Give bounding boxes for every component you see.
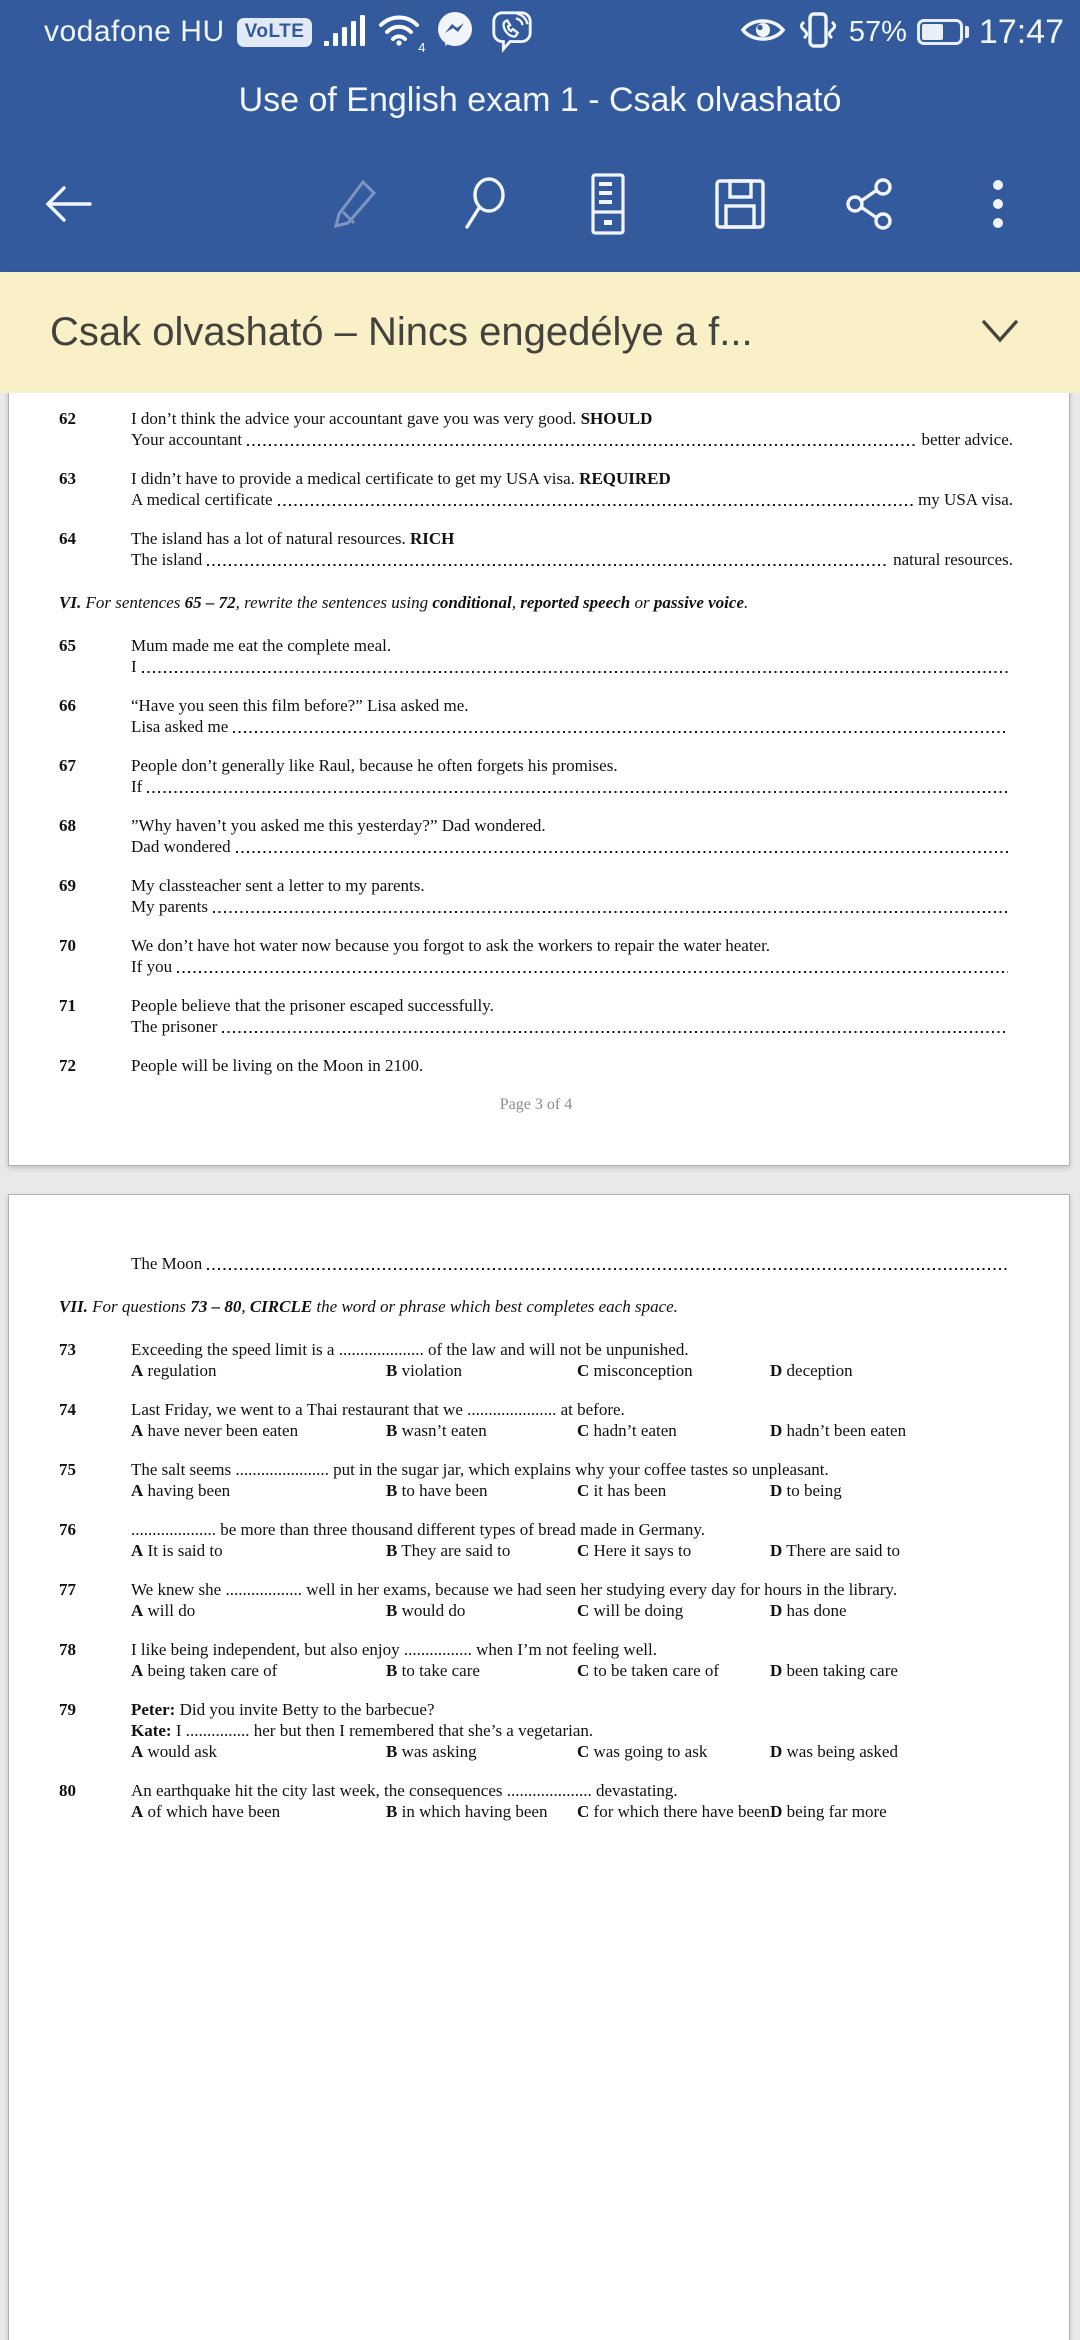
option-letter: D xyxy=(770,1541,783,1560)
option-text: having been xyxy=(143,1481,231,1500)
answer-prefix: Lisa asked me xyxy=(131,717,229,736)
option-B xyxy=(386,1480,577,1501)
heading-segment: reported speech xyxy=(520,593,631,612)
question-number: 79 xyxy=(59,1700,76,1719)
option-letter: A xyxy=(131,1541,144,1560)
option-text: deception xyxy=(782,1361,853,1380)
question-prompt: People will be living on the Moon in 2100. xyxy=(131,1056,424,1075)
prompt-text: I like being independent, but also enjoy ................ when I’m not feeling well. xyxy=(131,1640,657,1659)
option-text: It is said to xyxy=(143,1541,223,1560)
answer-line xyxy=(131,656,1013,677)
document-title: Use of English exam 1 - Csak olvasható xyxy=(238,81,842,119)
question-prompt xyxy=(131,1399,1013,1420)
option-letter: C xyxy=(577,1661,590,1680)
option-letter: A xyxy=(131,1601,144,1620)
messenger-icon xyxy=(433,8,477,57)
heading-segment: the word or phrase which best completes each space. xyxy=(312,1297,678,1316)
prompt-text: The salt seems ...................... put in the sugar jar, which explains why your coffee tastes so unpleasant. xyxy=(131,1460,829,1479)
answer-blank xyxy=(222,1016,1008,1037)
answer-prefix: If you xyxy=(131,957,173,976)
option-letter: C xyxy=(577,1541,590,1560)
answer-prefix: Your accountant xyxy=(131,430,243,449)
prompt-text: I don’t think the advice your accountant gave you was very good. xyxy=(131,409,581,428)
status-bar xyxy=(0,6,1080,58)
keyword: REQUIRED xyxy=(579,469,671,488)
question-item xyxy=(59,1459,1013,1501)
readonly-banner[interactable] xyxy=(0,272,1080,393)
option-text: have never been eaten xyxy=(143,1421,299,1440)
question-prompt xyxy=(131,1699,1013,1720)
option-letter: A xyxy=(131,1661,144,1680)
answer-blank xyxy=(213,896,1008,917)
option-row xyxy=(131,1741,1013,1762)
option-text: would do xyxy=(397,1601,466,1620)
question-body xyxy=(131,1339,1013,1381)
question-prompt: We don’t have hot water now because you forgot to ask the workers to repair the water heater. xyxy=(131,936,771,955)
edit-button[interactable] xyxy=(320,168,392,240)
option-text: Here it says to xyxy=(589,1541,692,1560)
option-A xyxy=(131,1801,386,1822)
answer-prefix: A medical certificate xyxy=(131,490,273,509)
prompt-text: Last Friday, we went to a Thai restaurant that we ..................... at before. xyxy=(131,1400,625,1419)
answer-blank xyxy=(247,429,916,450)
heading-segment: , xyxy=(241,1297,250,1316)
question-item xyxy=(59,528,1013,570)
question-number: 62 xyxy=(59,409,76,428)
prompt-text: I ............... her but then I remembered that she’s a vegetarian. xyxy=(171,1721,594,1740)
answer-blank xyxy=(177,956,1008,977)
question-item xyxy=(59,1780,1013,1822)
prompt-text: We knew she .................. well in her exams, because we had seen her studying every day for hours in the library. xyxy=(131,1580,898,1599)
option-letter: A xyxy=(131,1421,144,1440)
question-item xyxy=(59,815,1013,857)
question-number: 67 xyxy=(59,756,76,775)
search-icon xyxy=(459,175,513,233)
section-vii-heading xyxy=(59,1296,1013,1317)
viber-icon xyxy=(489,7,535,58)
option-C xyxy=(577,1360,770,1381)
option-letter: C xyxy=(577,1361,590,1380)
rewrite-question-list xyxy=(59,635,1013,1076)
answer-line xyxy=(131,1016,1013,1037)
question-body xyxy=(131,1699,1013,1762)
option-text: hadn’t been eaten xyxy=(782,1421,907,1440)
question-prompt: People believe that the prisoner escaped successfully. xyxy=(131,996,494,1015)
option-text: in which having been xyxy=(397,1802,548,1821)
option-text: They are said to xyxy=(397,1541,511,1560)
back-button[interactable] xyxy=(32,168,104,240)
option-text: being taken care of xyxy=(143,1661,278,1680)
option-letter: D xyxy=(770,1481,783,1500)
prompt-text: I didn’t have to provide a medical certificate to get my USA visa. xyxy=(131,469,580,488)
question-item xyxy=(59,1699,1013,1762)
option-D xyxy=(770,1801,887,1822)
option-text: will be doing xyxy=(589,1601,684,1620)
answer-prefix: The Moon xyxy=(131,1254,203,1273)
option-letter: A xyxy=(131,1481,144,1500)
prompt-text: An earthquake hit the city last week, the consequences .................... devastating. xyxy=(131,1781,678,1800)
option-letter: A xyxy=(131,1361,144,1380)
question-number: 70 xyxy=(59,936,76,955)
question-body xyxy=(131,1055,1013,1076)
question-item xyxy=(59,1399,1013,1441)
answer-line xyxy=(131,956,1013,977)
option-letter: A xyxy=(131,1742,144,1761)
question-number: 69 xyxy=(59,876,76,895)
option-letter: A xyxy=(131,1802,144,1821)
answer-line xyxy=(131,489,1013,510)
option-letter: B xyxy=(386,1421,398,1440)
heading-segment: 73 – 80 xyxy=(190,1297,242,1316)
question-item xyxy=(59,1519,1013,1561)
option-text: been taking care xyxy=(782,1661,898,1680)
option-text: misconception xyxy=(589,1361,693,1380)
heading-segment: or xyxy=(630,593,654,612)
battery-percent-label: 57% xyxy=(848,15,907,48)
answer-prefix: My parents xyxy=(131,897,208,916)
option-text: for which there have been xyxy=(589,1802,771,1821)
question-number: 77 xyxy=(59,1580,76,1599)
readonly-banner-text: Csak olvasható – Nincs engedélye a f... xyxy=(50,310,753,354)
question-number: 76 xyxy=(59,1520,76,1539)
option-text: was being asked xyxy=(782,1742,898,1761)
question-item xyxy=(59,695,1013,737)
question-prompt xyxy=(131,1579,1013,1600)
wifi-icon xyxy=(377,12,426,55)
question-item xyxy=(59,755,1013,797)
question-number: 68 xyxy=(59,816,76,835)
question-item xyxy=(59,1639,1013,1681)
chevron-down-icon[interactable] xyxy=(978,316,1022,346)
answer-line xyxy=(131,429,1013,450)
heading-segment: , xyxy=(511,593,521,612)
option-letter: C xyxy=(577,1481,590,1500)
document-page-4 xyxy=(8,1194,1070,2340)
question-number: 63 xyxy=(59,469,76,488)
option-B xyxy=(386,1360,577,1381)
question-prompt xyxy=(131,1639,1013,1660)
keyword: SHOULD xyxy=(580,409,653,428)
option-letter: B xyxy=(386,1802,398,1821)
option-B xyxy=(386,1660,577,1681)
pencil-icon xyxy=(330,176,382,232)
option-C xyxy=(577,1540,770,1561)
option-A xyxy=(131,1741,386,1762)
option-text: has done xyxy=(782,1601,847,1620)
share-button[interactable] xyxy=(834,168,906,240)
option-letter: B xyxy=(386,1361,398,1380)
option-D xyxy=(770,1660,898,1681)
option-text: to be taken care of xyxy=(589,1661,720,1680)
question-prompt: My classteacher sent a letter to my parents. xyxy=(131,876,425,895)
option-D xyxy=(770,1540,900,1561)
answer-blank xyxy=(233,716,1008,737)
prompt-text: Did you invite Betty to the barbecue? xyxy=(175,1700,435,1719)
option-letter: B xyxy=(386,1601,398,1620)
option-row xyxy=(131,1480,1013,1501)
question-number: 78 xyxy=(59,1640,76,1659)
wifi-gen-label: 4 xyxy=(418,39,426,55)
option-text: was going to ask xyxy=(589,1742,708,1761)
option-text: to being xyxy=(782,1481,842,1500)
option-text: wasn’t eaten xyxy=(397,1421,487,1440)
answer-line xyxy=(131,896,1013,917)
answer-suffix: my USA visa. xyxy=(918,490,1013,509)
heading-segment: CIRCLE xyxy=(249,1297,313,1316)
question-number: 80 xyxy=(59,1781,76,1800)
heading-segment: passive voice xyxy=(653,593,744,612)
question-number: 72 xyxy=(59,1056,76,1075)
signal-strength-icon xyxy=(324,15,365,49)
heading-segment: , rewrite the sentences using xyxy=(235,593,433,612)
heading-segment: For questions xyxy=(87,1297,191,1316)
option-C xyxy=(577,1801,770,1822)
save-button[interactable] xyxy=(704,168,776,240)
question-prompt: “Have you seen this film before?” Lisa asked me. xyxy=(131,696,469,715)
option-row xyxy=(131,1801,1013,1822)
question-prompt xyxy=(131,1339,1013,1360)
option-text: violation xyxy=(397,1361,463,1380)
heading-segment: conditional xyxy=(432,593,512,612)
question-body xyxy=(131,1519,1013,1561)
question-body xyxy=(131,875,1013,917)
answer-suffix: better advice. xyxy=(921,430,1013,449)
option-text: would ask xyxy=(143,1742,217,1761)
question-item xyxy=(59,468,1013,510)
option-D xyxy=(770,1360,853,1381)
answer-prefix: If xyxy=(131,777,143,796)
keyword: RICH xyxy=(410,529,455,548)
option-letter: B xyxy=(386,1541,398,1560)
question-body xyxy=(131,1459,1013,1501)
option-text: it has been xyxy=(589,1481,667,1500)
question-prompt xyxy=(131,1459,1013,1480)
option-letter: D xyxy=(770,1601,783,1620)
toolbar xyxy=(0,150,1080,260)
question-item xyxy=(59,635,1013,677)
answer-blank xyxy=(142,656,1008,677)
question-body xyxy=(131,1399,1013,1441)
option-B xyxy=(386,1600,577,1621)
mobile-view-button[interactable] xyxy=(572,168,644,240)
question-prompt xyxy=(131,1519,1013,1540)
speaker-name: Kate: xyxy=(131,1721,172,1740)
question-prompt xyxy=(131,1720,1013,1741)
question-body xyxy=(131,528,1013,570)
heading-segment: VII. xyxy=(59,1297,88,1316)
keyword-question-list xyxy=(59,408,1013,570)
option-A xyxy=(131,1360,386,1381)
option-A xyxy=(131,1480,386,1501)
prompt-text: The island has a lot of natural resources. xyxy=(131,529,410,548)
option-A xyxy=(131,1660,386,1681)
prompt-text: Exceeding the speed limit is a .................... of the law and will not be unpunished. xyxy=(131,1340,689,1359)
option-text: There are said to xyxy=(782,1541,900,1560)
option-B xyxy=(386,1540,577,1561)
question-item xyxy=(59,1579,1013,1621)
question-prompt xyxy=(131,528,1013,549)
question-number: 73 xyxy=(59,1340,76,1359)
carrier-label: vodafone HU xyxy=(44,15,225,48)
question-prompt xyxy=(131,408,1013,429)
option-row xyxy=(131,1420,1013,1441)
search-button[interactable] xyxy=(450,168,522,240)
answer-prefix: The prisoner xyxy=(131,1017,218,1036)
option-A xyxy=(131,1540,386,1561)
heading-segment: VI. xyxy=(59,593,82,612)
mcq-question-list xyxy=(59,1339,1013,1822)
question-body xyxy=(131,635,1013,677)
question-prompt: Mum made me eat the complete meal. xyxy=(131,636,392,655)
option-A xyxy=(131,1420,386,1441)
option-letter: C xyxy=(577,1742,590,1761)
option-D xyxy=(770,1600,847,1621)
answer-prefix: Dad wondered xyxy=(131,837,231,856)
question-number: 66 xyxy=(59,696,76,715)
question-item xyxy=(59,1339,1013,1381)
answer-line xyxy=(131,549,1013,570)
option-text: to take care xyxy=(397,1661,480,1680)
question-number: 65 xyxy=(59,636,76,655)
answer-blank xyxy=(207,1253,1008,1274)
question-body xyxy=(131,1579,1013,1621)
option-letter: B xyxy=(386,1481,398,1500)
question-body xyxy=(131,468,1013,510)
option-text: hadn’t eaten xyxy=(589,1421,677,1440)
question-number: 74 xyxy=(59,1400,76,1419)
document-page-3 xyxy=(8,393,1070,1166)
volte-badge: VoLTE xyxy=(237,18,313,47)
option-D xyxy=(770,1420,906,1441)
question-prompt xyxy=(131,468,1013,489)
question-prompt: People don’t generally like Raul, because he often forgets his promises. xyxy=(131,756,618,775)
answer-blank xyxy=(147,776,1008,797)
option-letter: B xyxy=(386,1742,398,1761)
option-C xyxy=(577,1741,770,1762)
overflow-menu-button[interactable] xyxy=(962,168,1034,240)
app-header xyxy=(0,0,1080,272)
option-text: to have been xyxy=(397,1481,488,1500)
option-row xyxy=(131,1360,1013,1381)
option-B xyxy=(386,1420,577,1441)
option-D xyxy=(770,1480,842,1501)
heading-segment: 65 – 72 xyxy=(184,593,236,612)
option-letter: D xyxy=(770,1421,783,1440)
option-letter: C xyxy=(577,1421,590,1440)
speaker-name: Peter: xyxy=(131,1700,176,1719)
question-item xyxy=(59,995,1013,1037)
question-body xyxy=(131,408,1013,450)
eye-comfort-icon xyxy=(739,13,787,52)
answer-blank xyxy=(207,549,888,570)
option-letter: B xyxy=(386,1661,398,1680)
answer-suffix: natural resources. xyxy=(893,550,1013,569)
battery-icon xyxy=(917,19,969,45)
option-text: will do xyxy=(143,1601,196,1620)
question-item xyxy=(59,875,1013,917)
continuation-answer-line xyxy=(59,1253,1013,1274)
section-vi-heading xyxy=(59,592,1013,613)
option-letter: D xyxy=(770,1802,783,1821)
answer-blank xyxy=(236,836,1008,857)
option-text: regulation xyxy=(143,1361,217,1380)
option-A xyxy=(131,1600,386,1621)
heading-segment: . xyxy=(744,593,749,612)
option-text: being far more xyxy=(782,1802,887,1821)
question-prompt xyxy=(131,1780,1013,1801)
option-B xyxy=(386,1801,577,1822)
option-text: of which have been xyxy=(143,1802,281,1821)
heading-segment: For sentences xyxy=(81,593,185,612)
option-text: was asking xyxy=(397,1742,477,1761)
question-body xyxy=(131,995,1013,1037)
answer-line xyxy=(131,776,1013,797)
question-body xyxy=(131,935,1013,977)
clock-label: 17:47 xyxy=(978,12,1064,51)
option-C xyxy=(577,1480,770,1501)
answer-prefix: The island xyxy=(131,550,203,569)
question-body xyxy=(131,695,1013,737)
save-icon xyxy=(712,176,768,232)
option-row xyxy=(131,1600,1013,1621)
option-B xyxy=(386,1741,577,1762)
option-C xyxy=(577,1420,770,1441)
back-arrow-icon xyxy=(40,180,96,228)
option-letter: C xyxy=(577,1601,590,1620)
prompt-text: .................... be more than three thousand different types of bread made in Germany. xyxy=(131,1520,706,1539)
option-row xyxy=(131,1660,1013,1681)
question-body xyxy=(131,1780,1013,1822)
option-letter: D xyxy=(770,1742,783,1761)
question-number: 75 xyxy=(59,1460,76,1479)
question-number: 71 xyxy=(59,996,76,1015)
answer-prefix: I xyxy=(131,657,137,676)
option-letter: D xyxy=(770,1361,783,1380)
mobile-view-icon xyxy=(584,172,632,236)
question-body xyxy=(131,1639,1013,1681)
answer-line xyxy=(131,836,1013,857)
answer-blank xyxy=(278,489,913,510)
option-C xyxy=(577,1600,770,1621)
vibrate-mode-icon xyxy=(797,9,839,56)
document-viewport[interactable] xyxy=(0,393,1080,2340)
question-body xyxy=(131,815,1013,857)
question-item xyxy=(59,408,1013,450)
option-letter: C xyxy=(577,1802,590,1821)
option-D xyxy=(770,1741,898,1762)
option-row xyxy=(131,1540,1013,1561)
answer-line xyxy=(131,716,1013,737)
option-C xyxy=(577,1660,770,1681)
question-item xyxy=(59,1055,1013,1076)
question-body xyxy=(131,755,1013,797)
question-item xyxy=(59,935,1013,977)
page-number-footer: Page 3 of 4 xyxy=(499,1096,573,1113)
question-prompt: ”Why haven’t you asked me this yesterday?” Dad wondered. xyxy=(131,816,546,835)
more-vertical-icon xyxy=(991,176,1005,232)
share-icon xyxy=(842,176,898,232)
question-number: 64 xyxy=(59,529,76,548)
option-letter: D xyxy=(770,1661,783,1680)
